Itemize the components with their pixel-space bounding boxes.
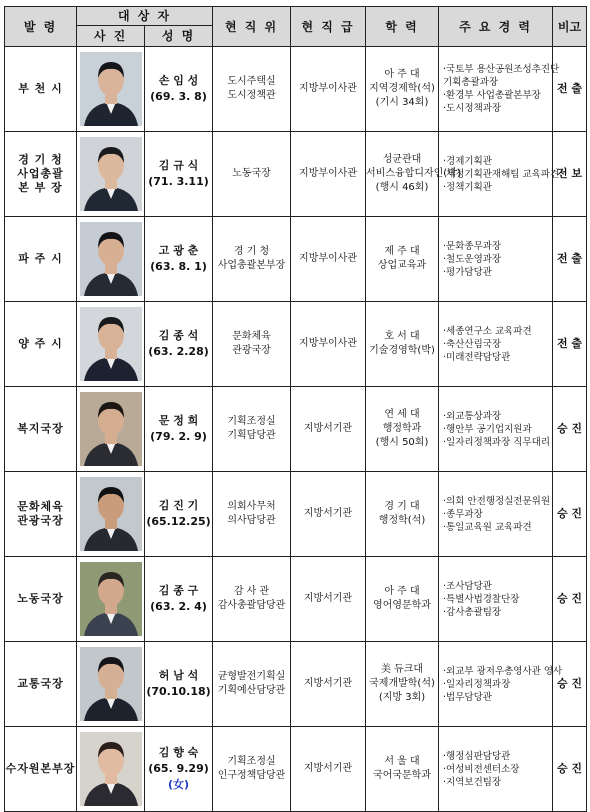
person-name: 김 규 식 — [158, 159, 199, 172]
education-line: 국어국문학과 — [373, 770, 431, 781]
career-cell — [439, 132, 560, 217]
post-line: 관광국장 — [17, 514, 64, 527]
birth-date: (63. 8. 1) — [150, 260, 207, 273]
grade-cell: 지방부이사관 — [291, 47, 366, 132]
header-post: 발 령 — [5, 7, 77, 47]
career-line: ·일자리정책과장 직무대리 — [443, 436, 551, 448]
career-line: ·감사총괄팀장 — [443, 606, 502, 618]
position-line: 기획예산담당관 — [217, 685, 286, 696]
career-line: ·특별사법경찰단장 — [443, 593, 520, 605]
position-line: 사업총괄본부장 — [217, 260, 286, 271]
header-name: 성 명 — [145, 26, 213, 47]
position-cell — [213, 472, 291, 557]
career-line: ·문화종무과장 — [443, 240, 502, 252]
photo-cell — [77, 47, 145, 132]
post-cell — [5, 47, 77, 132]
portrait-photo — [80, 52, 142, 126]
career-line: ·재정기획관재해팀 교육파견 — [443, 168, 560, 180]
portrait-photo — [80, 647, 142, 721]
career-line: ·철도운영과장 — [443, 253, 502, 265]
career-line: ·세종연구소 교육파견 — [443, 325, 532, 337]
remark-cell: 승 진 — [553, 642, 587, 727]
education-line: 국제개발학(석) — [369, 678, 435, 689]
name-cell — [145, 47, 213, 132]
photo-cell — [77, 642, 145, 727]
education-line: 지역경제학(석) — [369, 83, 435, 94]
position-cell — [213, 302, 291, 387]
career-line: ·평가담당관 — [443, 266, 492, 278]
career-cell — [439, 472, 553, 557]
post-line: 부 천 시 — [18, 82, 63, 95]
remark-cell: 전 출 — [553, 302, 587, 387]
career-line: ·외교부 광저우총영사관 영사 — [443, 665, 563, 677]
birth-date: (65.12.25) — [146, 515, 211, 528]
position-cell — [213, 727, 291, 812]
career-line: ·여성비전센터소장 — [443, 763, 520, 775]
photo-cell — [77, 132, 145, 217]
name-cell — [145, 387, 213, 472]
education-line: (행시 46회) — [375, 182, 429, 193]
grade-cell: 지방부이사관 — [291, 132, 366, 217]
education-cell — [366, 472, 439, 557]
career-line: ·행안부 공기업지원과 — [443, 423, 532, 435]
education-line: (지방 3회) — [378, 692, 426, 703]
education-line: 美 듀크대 — [380, 664, 424, 675]
career-cell — [439, 557, 553, 642]
table-row — [5, 557, 587, 642]
post-cell — [5, 387, 77, 472]
education-cell — [366, 557, 439, 642]
table-row — [5, 132, 587, 217]
remark-cell: 전 출 — [553, 47, 587, 132]
table-row — [5, 727, 587, 812]
education-line: 아 주 대 — [384, 69, 420, 80]
education-cell — [366, 217, 439, 302]
education-cell — [366, 642, 439, 727]
table-row — [5, 217, 587, 302]
post-line: 양 주 시 — [18, 337, 63, 350]
post-cell — [5, 302, 77, 387]
photo-cell — [77, 217, 145, 302]
portrait-photo — [80, 477, 142, 551]
post-line: 복지국장 — [17, 422, 64, 435]
position-line: 관광국장 — [232, 345, 271, 356]
education-line: 행정학(석) — [378, 515, 426, 526]
education-line: (기시 34회) — [375, 97, 429, 108]
career-line: ·일자리정책과장 — [443, 678, 511, 690]
career-line: ·지역보건팀장 — [443, 776, 502, 788]
post-line: 수자원본부장 — [5, 762, 76, 775]
name-cell — [145, 132, 213, 217]
person-name: 문 정 희 — [158, 414, 199, 427]
post-line: 사업총괄 — [17, 167, 64, 180]
grade-cell: 지방서기관 — [291, 472, 366, 557]
grade-cell: 지방서기관 — [291, 387, 366, 472]
portrait-photo — [80, 137, 142, 211]
post-line: 경 기 청 — [18, 153, 63, 166]
post-cell — [5, 642, 77, 727]
education-line: 경 기 대 — [384, 501, 420, 512]
education-line: (행시 50회) — [375, 437, 429, 448]
education-line: 연 세 대 — [384, 409, 420, 420]
name-cell — [145, 472, 213, 557]
portrait-photo — [80, 392, 142, 466]
photo-cell — [77, 727, 145, 812]
gender-mark: (女) — [167, 778, 190, 791]
remark-cell: 전 보 — [553, 132, 587, 217]
education-cell — [366, 727, 439, 812]
education-line: 행정학과 — [382, 423, 422, 434]
career-cell — [439, 387, 553, 472]
person-name: 허 남 석 — [158, 669, 199, 682]
education-cell — [366, 47, 439, 132]
career-cell — [439, 47, 560, 132]
position-cell — [213, 387, 291, 472]
portrait-photo — [80, 222, 142, 296]
position-line: 인구정책담당관 — [217, 770, 286, 781]
position-line: 경 기 청 — [233, 246, 270, 257]
career-cell — [439, 642, 563, 727]
education-line: 아 주 대 — [384, 586, 420, 597]
remark-cell: 전 출 — [553, 217, 587, 302]
header-current-position: 현 직 위 — [213, 7, 291, 47]
table-row — [5, 47, 587, 132]
post-cell — [5, 472, 77, 557]
position-cell — [213, 47, 291, 132]
position-cell — [213, 132, 291, 217]
career-cell — [439, 727, 553, 812]
position-line: 노동국장 — [232, 168, 271, 179]
career-line: ·환경부 사업총괄본부장 — [443, 90, 541, 101]
grade-cell: 지방서기관 — [291, 642, 366, 727]
position-line: 감 사 관 — [233, 586, 270, 597]
career-line: ·행정심판담당관 — [443, 750, 511, 762]
remark-cell: 승 진 — [553, 727, 587, 812]
career-line: ·외교통상과장 — [443, 410, 502, 422]
career-line: ·미래전략담당관 — [443, 351, 511, 363]
education-cell — [366, 387, 439, 472]
grade-cell: 지방부이사관 — [291, 302, 366, 387]
birth-date: (79. 2. 9) — [150, 430, 207, 443]
remark-cell: 승 진 — [553, 472, 587, 557]
birth-date: (70.10.18) — [146, 685, 211, 698]
career-line: ·종무과장 — [443, 508, 483, 520]
position-cell — [213, 217, 291, 302]
post-line: 파 주 시 — [18, 252, 63, 265]
photo-cell — [77, 472, 145, 557]
position-cell — [213, 557, 291, 642]
education-line: 기술경영학(박) — [369, 345, 435, 356]
career-line: ·국토부 용산공원조성추진단 — [443, 64, 560, 75]
education-line: 서비스융합디자인(박) — [366, 168, 461, 179]
portrait-photo — [80, 732, 142, 806]
post-cell — [5, 727, 77, 812]
career-cell — [439, 302, 553, 387]
position-line: 문화체육 — [232, 331, 271, 342]
post-line: 교통국장 — [17, 677, 64, 690]
education-cell — [366, 302, 439, 387]
career-line: ·조사담당관 — [443, 580, 492, 592]
header-education: 학 력 — [366, 7, 439, 47]
career-line: ·법무담당관 — [443, 691, 492, 703]
personnel-table — [4, 6, 587, 812]
position-cell — [213, 642, 291, 727]
portrait-photo — [80, 307, 142, 381]
position-line: 기획담당관 — [227, 430, 276, 441]
photo-cell — [77, 302, 145, 387]
career-line: ·축산산림국장 — [443, 338, 502, 350]
position-line: 기획조정실 — [227, 416, 276, 427]
remark-cell: 승 진 — [553, 387, 587, 472]
header-photo: 사 진 — [77, 26, 145, 47]
career-line: ·의회 안전행정실전문위원 — [443, 495, 551, 507]
education-line: 호 서 대 — [384, 331, 420, 342]
photo-cell — [77, 387, 145, 472]
career-line: ·정책기획관 — [443, 181, 492, 193]
career-line: ·도시정책과장 — [443, 103, 502, 114]
table-row — [5, 302, 587, 387]
post-cell — [5, 217, 77, 302]
table-row — [5, 472, 587, 557]
person-name: 김 진 기 — [158, 499, 199, 512]
position-line: 기획조정실 — [227, 756, 276, 767]
name-cell — [145, 727, 213, 812]
table-row — [5, 387, 587, 472]
education-line: 제 주 대 — [384, 246, 420, 257]
career-line: ·통일교육원 교육파견 — [443, 521, 532, 533]
education-cell — [366, 132, 461, 217]
birth-date: (71. 3.11) — [148, 175, 209, 188]
name-cell — [145, 302, 213, 387]
post-line: 문화체육 — [17, 500, 64, 513]
photo-cell — [77, 557, 145, 642]
birth-date: (69. 3. 8) — [150, 90, 207, 103]
header-career: 주 요 경 력 — [439, 7, 553, 47]
education-line: 서 울 대 — [384, 756, 420, 767]
person-name: 김 종 석 — [158, 329, 199, 342]
header-subject: 대 상 자 — [77, 7, 213, 26]
career-line: 기획총괄과장 — [443, 77, 499, 88]
grade-cell: 지방서기관 — [291, 557, 366, 642]
person-name: 김 종 구 — [158, 584, 199, 597]
position-line: 의사담당관 — [227, 515, 276, 526]
name-cell — [145, 642, 213, 727]
header-remark: 비고 — [553, 7, 587, 47]
birth-date: (65. 9.29) — [148, 762, 209, 775]
education-line: 영어영문학과 — [373, 600, 431, 611]
person-name: 김 향 숙 — [158, 746, 199, 759]
grade-cell: 지방부이사관 — [291, 217, 366, 302]
portrait-photo — [80, 562, 142, 636]
post-cell — [5, 132, 77, 217]
career-line: ·경제기획관 — [443, 155, 492, 167]
person-name: 손 임 성 — [158, 74, 199, 87]
education-line: 성균관대 — [382, 154, 422, 165]
position-line: 균형발전기획실 — [217, 671, 286, 682]
person-name: 고 광 춘 — [158, 244, 199, 257]
birth-date: (63. 2. 4) — [150, 600, 207, 613]
post-cell — [5, 557, 77, 642]
position-line: 도시정책관 — [227, 90, 276, 101]
position-line: 의회사무처 — [227, 501, 276, 512]
grade-cell: 지방서기관 — [291, 727, 366, 812]
table-row — [5, 642, 587, 727]
post-line: 본 부 장 — [18, 181, 63, 194]
name-cell — [145, 217, 213, 302]
career-cell — [439, 217, 553, 302]
header-current-grade: 현 직 급 — [291, 7, 366, 47]
position-line: 도시주택실 — [227, 76, 276, 87]
name-cell — [145, 557, 213, 642]
birth-date: (63. 2.28) — [148, 345, 209, 358]
post-line: 노동국장 — [17, 592, 64, 605]
education-line: 상업교육과 — [377, 260, 427, 271]
position-line: 감사총괄담당관 — [217, 600, 286, 611]
remark-cell: 승 진 — [553, 557, 587, 642]
